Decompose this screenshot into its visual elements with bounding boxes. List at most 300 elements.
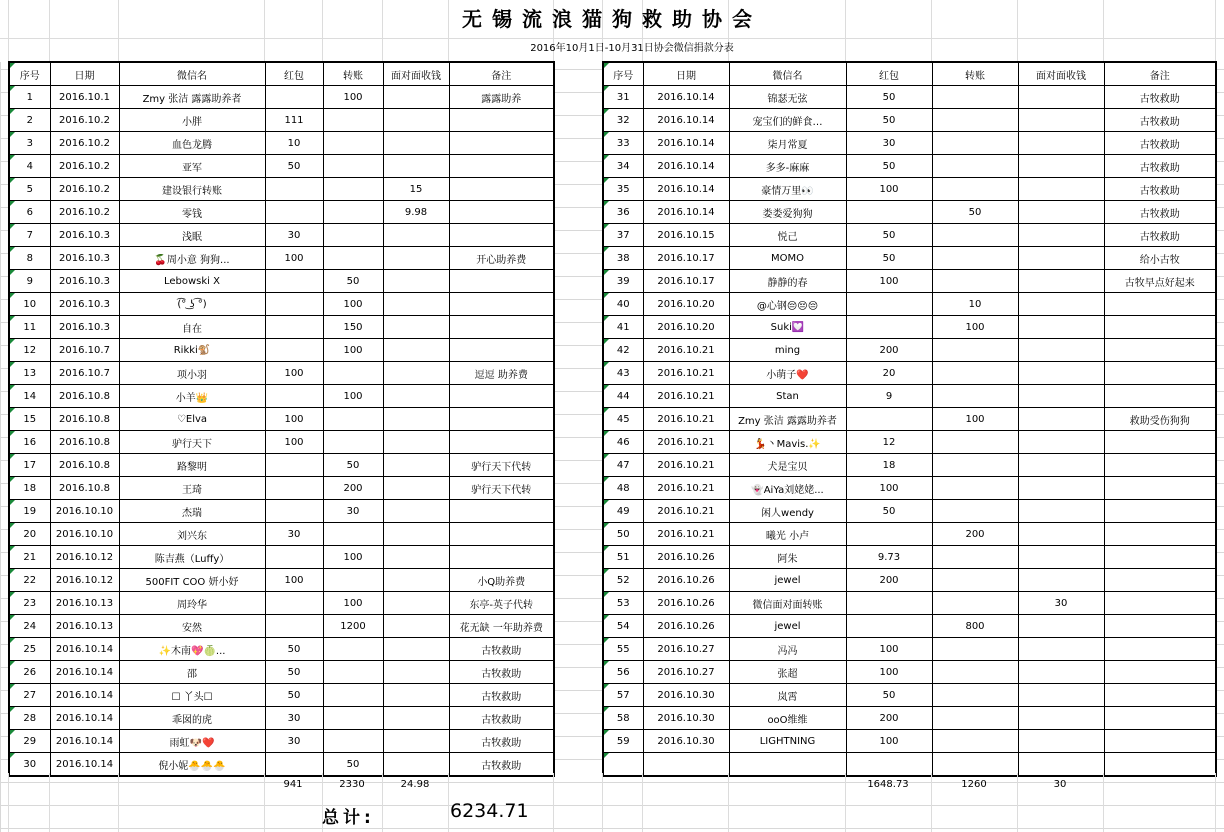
transfer-cell — [323, 247, 383, 270]
table-row — [9, 362, 554, 385]
table-row — [9, 339, 554, 362]
date-cell: 2016.10.27 — [643, 661, 729, 684]
transfer-cell: 100 — [323, 293, 383, 316]
remark-cell — [1104, 569, 1216, 592]
table-row — [9, 661, 554, 684]
remark-cell: 古牧早点好起来 — [1104, 270, 1216, 293]
hongbao-cell: 200 — [846, 569, 932, 592]
face-to-face-cell — [1018, 684, 1104, 707]
table-row — [603, 546, 1216, 569]
wechat-name-cell: 小羊👑 — [119, 385, 265, 408]
date-cell: 2016.10.20 — [643, 316, 729, 339]
serial-cell: 57 — [603, 684, 643, 707]
transfer-cell: 100 — [323, 339, 383, 362]
remark-cell — [449, 178, 554, 201]
serial-cell: 28 — [9, 707, 50, 730]
wechat-name-cell: Stan — [729, 385, 846, 408]
date-cell: 2016.10.7 — [50, 362, 119, 385]
face-to-face-cell — [383, 730, 449, 753]
transfer-cell — [323, 132, 383, 155]
table-row — [9, 224, 554, 247]
hongbao-cell: 30 — [265, 523, 323, 546]
remark-cell: 古牧救助 — [449, 684, 554, 707]
face-to-face-cell — [1018, 615, 1104, 638]
remark-cell — [449, 316, 554, 339]
wechat-name-cell: @心钢😔😔😔 — [729, 293, 846, 316]
wechat-name-cell: Lebowski X — [119, 270, 265, 293]
left-total-zhuanzhang: 2330 — [339, 779, 365, 790]
transfer-cell — [932, 638, 1018, 661]
date-cell: 2016.10.21 — [643, 477, 729, 500]
date-cell: 2016.10.13 — [50, 592, 119, 615]
hongbao-cell — [265, 178, 323, 201]
wechat-name-cell: 悦己 — [729, 224, 846, 247]
date-cell: 2016.10.26 — [643, 592, 729, 615]
hongbao-cell: 50 — [846, 247, 932, 270]
remark-cell — [449, 270, 554, 293]
remark-cell — [1104, 753, 1216, 777]
date-cell: 2016.10.12 — [50, 569, 119, 592]
table-row — [9, 684, 554, 707]
serial-cell: 50 — [603, 523, 643, 546]
hongbao-cell: 50 — [846, 109, 932, 132]
date-cell: 2016.10.14 — [50, 661, 119, 684]
serial-cell: 19 — [9, 500, 50, 523]
hongbao-cell: 100 — [265, 362, 323, 385]
transfer-cell — [323, 155, 383, 178]
serial-cell: 55 — [603, 638, 643, 661]
wechat-name-cell: LIGHTNING — [729, 730, 846, 753]
remark-cell — [449, 132, 554, 155]
transfer-cell: 50 — [323, 454, 383, 477]
transfer-cell — [323, 638, 383, 661]
hongbao-cell: 50 — [846, 224, 932, 247]
remark-cell: 古牧救助 — [1104, 86, 1216, 109]
face-to-face-cell — [1018, 201, 1104, 224]
date-cell: 2016.10.12 — [50, 546, 119, 569]
serial-cell: 29 — [9, 730, 50, 753]
hongbao-cell: 100 — [846, 270, 932, 293]
hongbao-cell: 100 — [846, 638, 932, 661]
remark-cell — [1104, 293, 1216, 316]
serial-cell — [603, 753, 643, 777]
face-to-face-cell — [1018, 339, 1104, 362]
table-row — [9, 201, 554, 224]
face-to-face-cell: 15 — [383, 178, 449, 201]
remark-cell — [449, 385, 554, 408]
serial-cell: 45 — [603, 408, 643, 431]
wechat-name-cell: 冯冯 — [729, 638, 846, 661]
hongbao-cell: 50 — [265, 684, 323, 707]
transfer-cell — [932, 109, 1018, 132]
table-row — [603, 431, 1216, 454]
serial-cell: 51 — [603, 546, 643, 569]
grand-total-label: 总计: — [322, 808, 375, 828]
transfer-cell: 10 — [932, 293, 1018, 316]
date-cell: 2016.10.14 — [50, 730, 119, 753]
transfer-cell: 100 — [323, 86, 383, 109]
wechat-name-cell: 微信面对面转账 — [729, 592, 846, 615]
remark-cell: 驴行天下代转 — [449, 454, 554, 477]
transfer-cell — [932, 500, 1018, 523]
remark-cell — [1104, 730, 1216, 753]
hongbao-cell: 30 — [265, 730, 323, 753]
date-cell: 2016.10.21 — [643, 500, 729, 523]
face-to-face-cell — [383, 155, 449, 178]
header-serial: 序号 — [603, 62, 643, 86]
hongbao-cell — [265, 615, 323, 638]
wechat-name-cell: 锦瑟无弦 — [729, 86, 846, 109]
remark-cell — [449, 546, 554, 569]
date-cell: 2016.10.30 — [643, 684, 729, 707]
hongbao-cell: 100 — [265, 569, 323, 592]
wechat-name-cell: 浅眠 — [119, 224, 265, 247]
face-to-face-cell — [1018, 178, 1104, 201]
transfer-cell: 30 — [323, 500, 383, 523]
face-to-face-cell — [383, 316, 449, 339]
serial-cell: 59 — [603, 730, 643, 753]
wechat-name-cell: 娄娄爱狗狗 — [729, 201, 846, 224]
serial-cell: 44 — [603, 385, 643, 408]
serial-cell: 10 — [9, 293, 50, 316]
serial-cell: 31 — [603, 86, 643, 109]
transfer-cell — [932, 339, 1018, 362]
face-to-face-cell — [1018, 546, 1104, 569]
remark-cell: 古牧救助 — [449, 707, 554, 730]
remark-cell: 驴行天下代转 — [449, 477, 554, 500]
transfer-cell — [323, 684, 383, 707]
hongbao-cell: 50 — [265, 155, 323, 178]
wechat-name-cell: 血色龙腾 — [119, 132, 265, 155]
table-row — [603, 569, 1216, 592]
serial-cell: 36 — [603, 201, 643, 224]
wechat-name-cell: MOMO — [729, 247, 846, 270]
table-row — [603, 339, 1216, 362]
serial-cell: 35 — [603, 178, 643, 201]
remark-cell — [449, 523, 554, 546]
transfer-cell: 200 — [932, 523, 1018, 546]
face-to-face-cell — [1018, 132, 1104, 155]
date-cell: 2016.10.14 — [50, 753, 119, 777]
hongbao-cell — [265, 477, 323, 500]
face-to-face-cell — [383, 86, 449, 109]
table-row — [9, 132, 554, 155]
remark-cell: 给小古牧 — [1104, 247, 1216, 270]
face-to-face-cell — [383, 224, 449, 247]
face-to-face-cell — [1018, 431, 1104, 454]
remark-cell — [1104, 684, 1216, 707]
remark-cell: 逗逗 助养费 — [449, 362, 554, 385]
hongbao-cell: 200 — [846, 339, 932, 362]
face-to-face-cell — [1018, 454, 1104, 477]
table-row — [603, 500, 1216, 523]
serial-cell: 25 — [9, 638, 50, 661]
face-to-face-cell — [383, 293, 449, 316]
hongbao-cell — [265, 339, 323, 362]
wechat-name-cell: 零钱 — [119, 201, 265, 224]
remark-cell — [1104, 385, 1216, 408]
face-to-face-cell — [383, 523, 449, 546]
face-to-face-cell — [1018, 109, 1104, 132]
remark-cell: 开心助养费 — [449, 247, 554, 270]
date-cell: 2016.10.17 — [643, 270, 729, 293]
hongbao-cell: 50 — [846, 500, 932, 523]
wechat-name-cell: 🍒周小意 狗狗... — [119, 247, 265, 270]
face-to-face-cell — [383, 132, 449, 155]
face-to-face-cell — [383, 431, 449, 454]
table-row — [9, 86, 554, 109]
transfer-cell — [932, 155, 1018, 178]
wechat-name-cell: 亚军 — [119, 155, 265, 178]
face-to-face-cell — [1018, 730, 1104, 753]
wechat-name-cell: 驴行天下 — [119, 431, 265, 454]
hongbao-cell — [265, 592, 323, 615]
date-cell: 2016.10.10 — [50, 500, 119, 523]
date-cell: 2016.10.2 — [50, 109, 119, 132]
table-row — [603, 615, 1216, 638]
remark-cell — [1104, 477, 1216, 500]
page-title: 无锡流浪猫狗救助协会 — [462, 7, 762, 31]
date-cell: 2016.10.14 — [643, 86, 729, 109]
wechat-name-cell: 安然 — [119, 615, 265, 638]
transfer-cell: 100 — [323, 385, 383, 408]
right-total-mianduimian: 30 — [1053, 779, 1067, 790]
transfer-cell — [323, 109, 383, 132]
remark-cell: 古牧救助 — [1104, 178, 1216, 201]
header-hongbao: 红包 — [265, 62, 323, 86]
date-cell: 2016.10.14 — [643, 109, 729, 132]
serial-cell: 20 — [9, 523, 50, 546]
wechat-name-cell: 建设银行转账 — [119, 178, 265, 201]
serial-cell: 38 — [603, 247, 643, 270]
transfer-cell: 100 — [323, 592, 383, 615]
date-cell: 2016.10.3 — [50, 316, 119, 339]
transfer-cell: 50 — [932, 201, 1018, 224]
serial-cell: 32 — [603, 109, 643, 132]
hongbao-cell: 100 — [846, 178, 932, 201]
wechat-name-cell — [729, 753, 846, 777]
transfer-cell — [932, 178, 1018, 201]
wechat-name-cell: 小胖 — [119, 109, 265, 132]
hongbao-cell — [265, 500, 323, 523]
wechat-name-cell: 多多-麻麻 — [729, 155, 846, 178]
hongbao-cell — [265, 293, 323, 316]
serial-cell: 13 — [9, 362, 50, 385]
wechat-name-cell: 宠宝们的鲜食… — [729, 109, 846, 132]
face-to-face-cell — [383, 477, 449, 500]
transfer-cell — [323, 362, 383, 385]
header-serial: 序号 — [9, 62, 50, 86]
header-remark: 备注 — [449, 62, 554, 86]
transfer-cell — [932, 247, 1018, 270]
wechat-name-cell: 陈吉燕（Luffy） — [119, 546, 265, 569]
table-row — [9, 523, 554, 546]
header-transfer: 转账 — [932, 62, 1018, 86]
date-cell: 2016.10.26 — [643, 569, 729, 592]
transfer-cell — [932, 707, 1018, 730]
table-row — [603, 155, 1216, 178]
table-row — [603, 293, 1216, 316]
serial-cell: 27 — [9, 684, 50, 707]
table-row — [603, 109, 1216, 132]
table-row — [603, 684, 1216, 707]
serial-cell: 9 — [9, 270, 50, 293]
hongbao-cell: 200 — [846, 707, 932, 730]
remark-cell — [449, 500, 554, 523]
wechat-name-cell: 路黎明 — [119, 454, 265, 477]
hongbao-cell — [846, 408, 932, 431]
page-subtitle: 2016年10月1日-10月31日协会微信捐款分表 — [530, 43, 734, 54]
serial-cell: 2 — [9, 109, 50, 132]
serial-cell: 26 — [9, 661, 50, 684]
header-face-to-face: 面对面收钱 — [1018, 62, 1104, 86]
hongbao-cell — [846, 592, 932, 615]
remark-cell — [1104, 546, 1216, 569]
table-row — [9, 178, 554, 201]
hongbao-cell: 30 — [265, 707, 323, 730]
face-to-face-cell — [1018, 270, 1104, 293]
face-to-face-cell — [383, 615, 449, 638]
serial-cell: 41 — [603, 316, 643, 339]
serial-cell: 47 — [603, 454, 643, 477]
remark-cell — [449, 293, 554, 316]
wechat-name-cell: 周玲华 — [119, 592, 265, 615]
date-cell: 2016.10.8 — [50, 477, 119, 500]
hongbao-cell: 50 — [846, 684, 932, 707]
table-row — [9, 293, 554, 316]
hongbao-cell: 50 — [846, 86, 932, 109]
hongbao-cell — [265, 546, 323, 569]
serial-cell: 4 — [9, 155, 50, 178]
left-total-hongbao: 941 — [283, 779, 303, 790]
face-to-face-cell — [383, 684, 449, 707]
date-cell: 2016.10.2 — [50, 178, 119, 201]
face-to-face-cell — [1018, 569, 1104, 592]
serial-cell: 52 — [603, 569, 643, 592]
table-row — [603, 362, 1216, 385]
transfer-cell — [932, 684, 1018, 707]
remark-cell — [1104, 523, 1216, 546]
table-row — [9, 500, 554, 523]
face-to-face-cell — [1018, 86, 1104, 109]
face-to-face-cell — [383, 546, 449, 569]
remark-cell: 古牧救助 — [449, 638, 554, 661]
hongbao-cell — [265, 201, 323, 224]
transfer-cell — [932, 546, 1018, 569]
transfer-cell — [932, 592, 1018, 615]
serial-cell: 49 — [603, 500, 643, 523]
transfer-cell — [932, 362, 1018, 385]
transfer-cell: 100 — [323, 546, 383, 569]
hongbao-cell: 10 — [265, 132, 323, 155]
remark-cell: 花无缺 一年助养费 — [449, 615, 554, 638]
wechat-name-cell: 邵 — [119, 661, 265, 684]
remark-cell: 古牧救助 — [449, 730, 554, 753]
wechat-name-cell: 曦光 小卢 — [729, 523, 846, 546]
date-cell: 2016.10.8 — [50, 431, 119, 454]
serial-cell: 58 — [603, 707, 643, 730]
hongbao-cell: 100 — [846, 730, 932, 753]
date-cell: 2016.10.13 — [50, 615, 119, 638]
table-row — [603, 523, 1216, 546]
remark-cell — [1104, 316, 1216, 339]
wechat-name-cell: ✨木南💖🍈... — [119, 638, 265, 661]
face-to-face-cell — [1018, 224, 1104, 247]
wechat-name-cell: 💃丶Mavis.✨ — [729, 431, 846, 454]
donation-table-right — [602, 61, 1217, 777]
hongbao-cell: 18 — [846, 454, 932, 477]
table-row — [9, 385, 554, 408]
header-remark: 备注 — [1104, 62, 1216, 86]
face-to-face-cell — [383, 500, 449, 523]
date-cell: 2016.10.14 — [643, 155, 729, 178]
face-to-face-cell: 30 — [1018, 592, 1104, 615]
transfer-cell: 150 — [323, 316, 383, 339]
date-cell: 2016.10.14 — [643, 201, 729, 224]
grand-total-value: 6234.71 — [450, 800, 529, 822]
transfer-cell — [323, 661, 383, 684]
date-cell: 2016.10.3 — [50, 293, 119, 316]
transfer-cell — [932, 270, 1018, 293]
date-cell: 2016.10.30 — [643, 707, 729, 730]
hongbao-cell: 111 — [265, 109, 323, 132]
remark-cell: 古牧救助 — [1104, 109, 1216, 132]
remark-cell: 古牧救助 — [449, 661, 554, 684]
header-face-to-face: 面对面收钱 — [383, 62, 449, 86]
table-row — [9, 569, 554, 592]
table-row — [603, 730, 1216, 753]
table-row — [603, 408, 1216, 431]
date-cell: 2016.10.3 — [50, 270, 119, 293]
table-row — [9, 592, 554, 615]
date-cell — [643, 753, 729, 777]
transfer-cell — [323, 523, 383, 546]
remark-cell — [1104, 454, 1216, 477]
hongbao-cell — [846, 293, 932, 316]
serial-cell: 12 — [9, 339, 50, 362]
table-row — [603, 224, 1216, 247]
table-row — [603, 707, 1216, 730]
table-row — [9, 477, 554, 500]
table-header-row — [603, 62, 1216, 86]
serial-cell: 15 — [9, 408, 50, 431]
hongbao-cell — [265, 270, 323, 293]
remark-cell: 古牧救助 — [1104, 155, 1216, 178]
wechat-name-cell: 阿朱 — [729, 546, 846, 569]
table-row — [603, 201, 1216, 224]
hongbao-cell: 50 — [265, 661, 323, 684]
hongbao-cell — [846, 523, 932, 546]
table-row — [603, 178, 1216, 201]
hongbao-cell — [846, 615, 932, 638]
date-cell: 2016.10.14 — [643, 178, 729, 201]
date-cell: 2016.10.8 — [50, 454, 119, 477]
face-to-face-cell — [1018, 477, 1104, 500]
remark-cell — [449, 109, 554, 132]
transfer-cell — [932, 385, 1018, 408]
transfer-cell: 100 — [932, 408, 1018, 431]
date-cell: 2016.10.7 — [50, 339, 119, 362]
wechat-name-cell: 刘兴东 — [119, 523, 265, 546]
wechat-name-cell: Zmy 张洁 露露助养者 — [119, 86, 265, 109]
hongbao-cell: 100 — [265, 408, 323, 431]
table-row — [9, 155, 554, 178]
wechat-name-cell: jewel — [729, 615, 846, 638]
transfer-cell: 50 — [323, 753, 383, 777]
wechat-name-cell: ♡Elva — [119, 408, 265, 431]
remark-cell — [1104, 362, 1216, 385]
date-cell: 2016.10.2 — [50, 201, 119, 224]
